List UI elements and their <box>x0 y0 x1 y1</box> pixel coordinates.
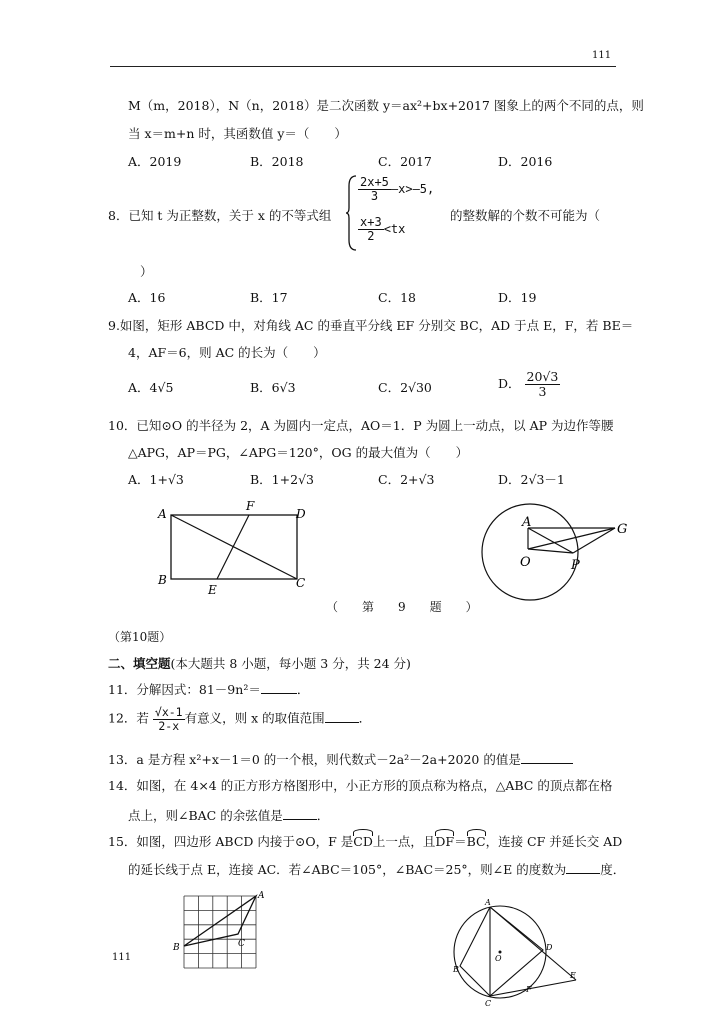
figure-9-caption: （ 第 9 题 ） <box>326 600 478 614</box>
q8-inequality-2 <box>358 216 405 243</box>
q11-answer-blank[interactable] <box>261 683 297 694</box>
q12-numerator: √x-1 <box>154 705 183 719</box>
q12-prefix: 12．若 <box>108 710 149 726</box>
figure-q10-circle <box>470 500 640 605</box>
q8-ineq2-denominator: 2 <box>367 229 375 244</box>
fig9-diagonal-ac <box>171 515 297 579</box>
fig10-segment-pg <box>573 528 615 553</box>
fig14-label-c: C <box>238 939 245 949</box>
q11-text: 11．分解因式：81－9n²＝ ． <box>108 682 310 697</box>
fig15-label-c: C <box>485 999 492 1008</box>
q10-option-b: B．1+2√3 <box>250 472 314 487</box>
figure-q9-rectangle <box>150 498 320 598</box>
q15-arc-bc: BC <box>466 834 486 849</box>
q8-inequality-1 <box>358 176 434 203</box>
q9-line1: 9.如图，矩形 ABCD 中，对角线 AC 的垂直平分线 EF 分别交 BC，AD 于点 E，F，若 BE＝ <box>108 318 634 333</box>
q15-line2-text: 的延长线于点 E，连接 AC．若∠ABC＝105°，∠BAC＝25°，则∠E 的度数为 <box>128 862 567 877</box>
q8-suffix: 的整数解的个数不可能为（ <box>450 208 601 223</box>
fig15-label-f: F <box>526 985 532 994</box>
q15-arc-cd: CD <box>353 834 373 849</box>
header-rule <box>110 66 616 67</box>
q8-ineq1-denominator: 3 <box>370 189 379 204</box>
section-2-title: 二、填空题 <box>108 656 171 671</box>
q15-equals: ＝ <box>454 834 467 849</box>
q9-option-c: C．2√30 <box>378 380 432 395</box>
q8-ineq1-rest: –x>–5, <box>390 182 435 197</box>
fig9-label-b: B <box>158 573 167 587</box>
q10-option-c: C．2+√3 <box>378 472 435 487</box>
fig14-triangle-abc <box>184 896 256 946</box>
q8-option-c: C．18 <box>378 290 416 305</box>
fig10-label-g: G <box>617 522 628 537</box>
q14-answer-blank[interactable] <box>283 809 317 820</box>
fig15-label-a: A <box>485 898 491 907</box>
fig15-label-b: B <box>453 965 459 974</box>
q7-option-b: B．2018 <box>250 154 304 169</box>
figure-q15-circle <box>450 894 590 1022</box>
fig14-label-a: A <box>258 891 265 901</box>
section-2-description: (本大题共 8 小题，每小题 3 分，共 24 分) <box>170 656 411 671</box>
q15-answer-blank[interactable] <box>566 863 600 874</box>
q7-line1: M（m，2018），N（n，2018）是二次函数 y＝ax²+bx+2017 图象上的两个不同的点，则 <box>128 98 644 113</box>
header-page-number: 111 <box>592 50 612 61</box>
fig10-label-p: P <box>571 558 580 573</box>
fig9-label-e: E <box>208 583 217 597</box>
q8-ineq2-rest: <tx <box>383 222 406 237</box>
fig9-label-c: C <box>296 576 306 590</box>
q9-option-d <box>498 370 560 399</box>
q8-close-paren: ） <box>140 264 153 279</box>
q7-line2: 当 x＝m+n 时，其函数值 y＝（ ） <box>128 126 347 141</box>
fig9-label-d: D <box>296 507 306 521</box>
fig15-label-d: D <box>546 943 553 952</box>
q8-option-a: A．16 <box>128 290 166 305</box>
q12-text: 12．若 $\frac{√x-1}{2-x}$ 有意义，则 x 的取值范围 ． <box>108 705 372 733</box>
q14-line2: 点上，则∠BAC 的余弦值是 ． <box>128 808 330 823</box>
figure-q14-grid <box>172 886 272 976</box>
q9-option-d-numerator: 20√3 <box>526 369 559 384</box>
q7-option-a: A．2019 <box>128 154 182 169</box>
q7-option-d: D．2016 <box>498 154 553 169</box>
q14-line1: 14．如图，在 4×4 的正方形方格图形中，小正方形的顶点称为格点，△ABC 的顶点都在格 <box>108 778 613 793</box>
fig10-label-a: A <box>522 515 532 530</box>
fig14-label-b: B <box>173 943 180 953</box>
q13-statement: 13．a 是方程 x²+x－1＝0 的一个根，则代数式－2a²－2a+2020 的值是 <box>108 752 521 767</box>
q8-ineq1-numerator: 2x+5 <box>360 175 389 189</box>
q10-option-d: D．2√3－1 <box>498 472 565 487</box>
fig15-segment-ae <box>490 907 576 980</box>
q8-prefix: 8．已知 t 为正整数，关于 x 的不等式组 <box>108 208 332 223</box>
figure-10-caption: （第10题） <box>108 630 172 644</box>
section-2-heading <box>108 654 411 672</box>
q15-line1-part-b: 上一点，且 <box>372 834 436 849</box>
q14-line2-text: 点上，则∠BAC 的余弦值是 <box>128 808 283 823</box>
fig15-label-e: E <box>570 971 576 980</box>
q9-line2: 4，AF＝6，则 AC 的长为（ ） <box>128 345 326 360</box>
q11-statement: 11．分解因式：81－9n²＝ <box>108 682 261 697</box>
q15-line1 <box>108 832 622 850</box>
q10-line1: 10．已知⊙O 的半径为 2，A 为圆内一定点，AO＝1．P 为圆上一动点，以 AP 为边作等腰 <box>108 418 614 433</box>
q13-text <box>108 750 573 768</box>
q12-answer-blank[interactable] <box>325 712 359 723</box>
fig9-label-f: F <box>246 499 255 513</box>
fig10-segment-og <box>528 528 615 549</box>
q10-option-a: A．1+√3 <box>128 472 184 487</box>
q13-answer-blank[interactable] <box>521 753 573 764</box>
fig15-label-o: O <box>495 954 502 963</box>
q9-option-a: A．4√5 <box>128 380 174 395</box>
fig10-label-o: O <box>520 555 531 570</box>
q9-option-d-denominator: 3 <box>538 383 547 399</box>
q8-system-brace <box>346 174 358 252</box>
q15-line1-part-c: ，连接 CF 并延长交 AD <box>485 834 623 849</box>
q12-suffix: 有意义，则 x 的取值范围 <box>184 710 325 726</box>
fig15-segment-ce <box>490 980 576 996</box>
q9-option-d-label: D． <box>498 375 521 391</box>
fig9-label-a: A <box>158 507 167 521</box>
footer-page-number: 111 <box>112 952 132 963</box>
q7-option-c: C．2017 <box>378 154 432 169</box>
fig15-quadrilateral-abcd <box>460 907 543 996</box>
q12-denominator: 2-x <box>158 718 180 733</box>
q8-option-d: D．19 <box>498 290 537 305</box>
fig14-grid-lines <box>184 896 256 968</box>
q15-line1-part-a: 15．如图，四边形 ABCD 内接于⊙O，F 是 <box>108 834 354 849</box>
q15-unit: 度． <box>600 862 626 877</box>
q8-ineq2-numerator: x+3 <box>360 215 382 229</box>
q15-arc-df: DF <box>435 834 455 849</box>
q10-line2: △APG，AP＝PG，∠APG＝120°，OG 的最大值为（ ） <box>128 445 469 460</box>
fig9-segment-ef <box>217 515 249 579</box>
q8-option-b: B．17 <box>250 290 288 305</box>
q9-option-b: B．6√3 <box>250 380 296 395</box>
q15-line2 <box>128 860 625 878</box>
